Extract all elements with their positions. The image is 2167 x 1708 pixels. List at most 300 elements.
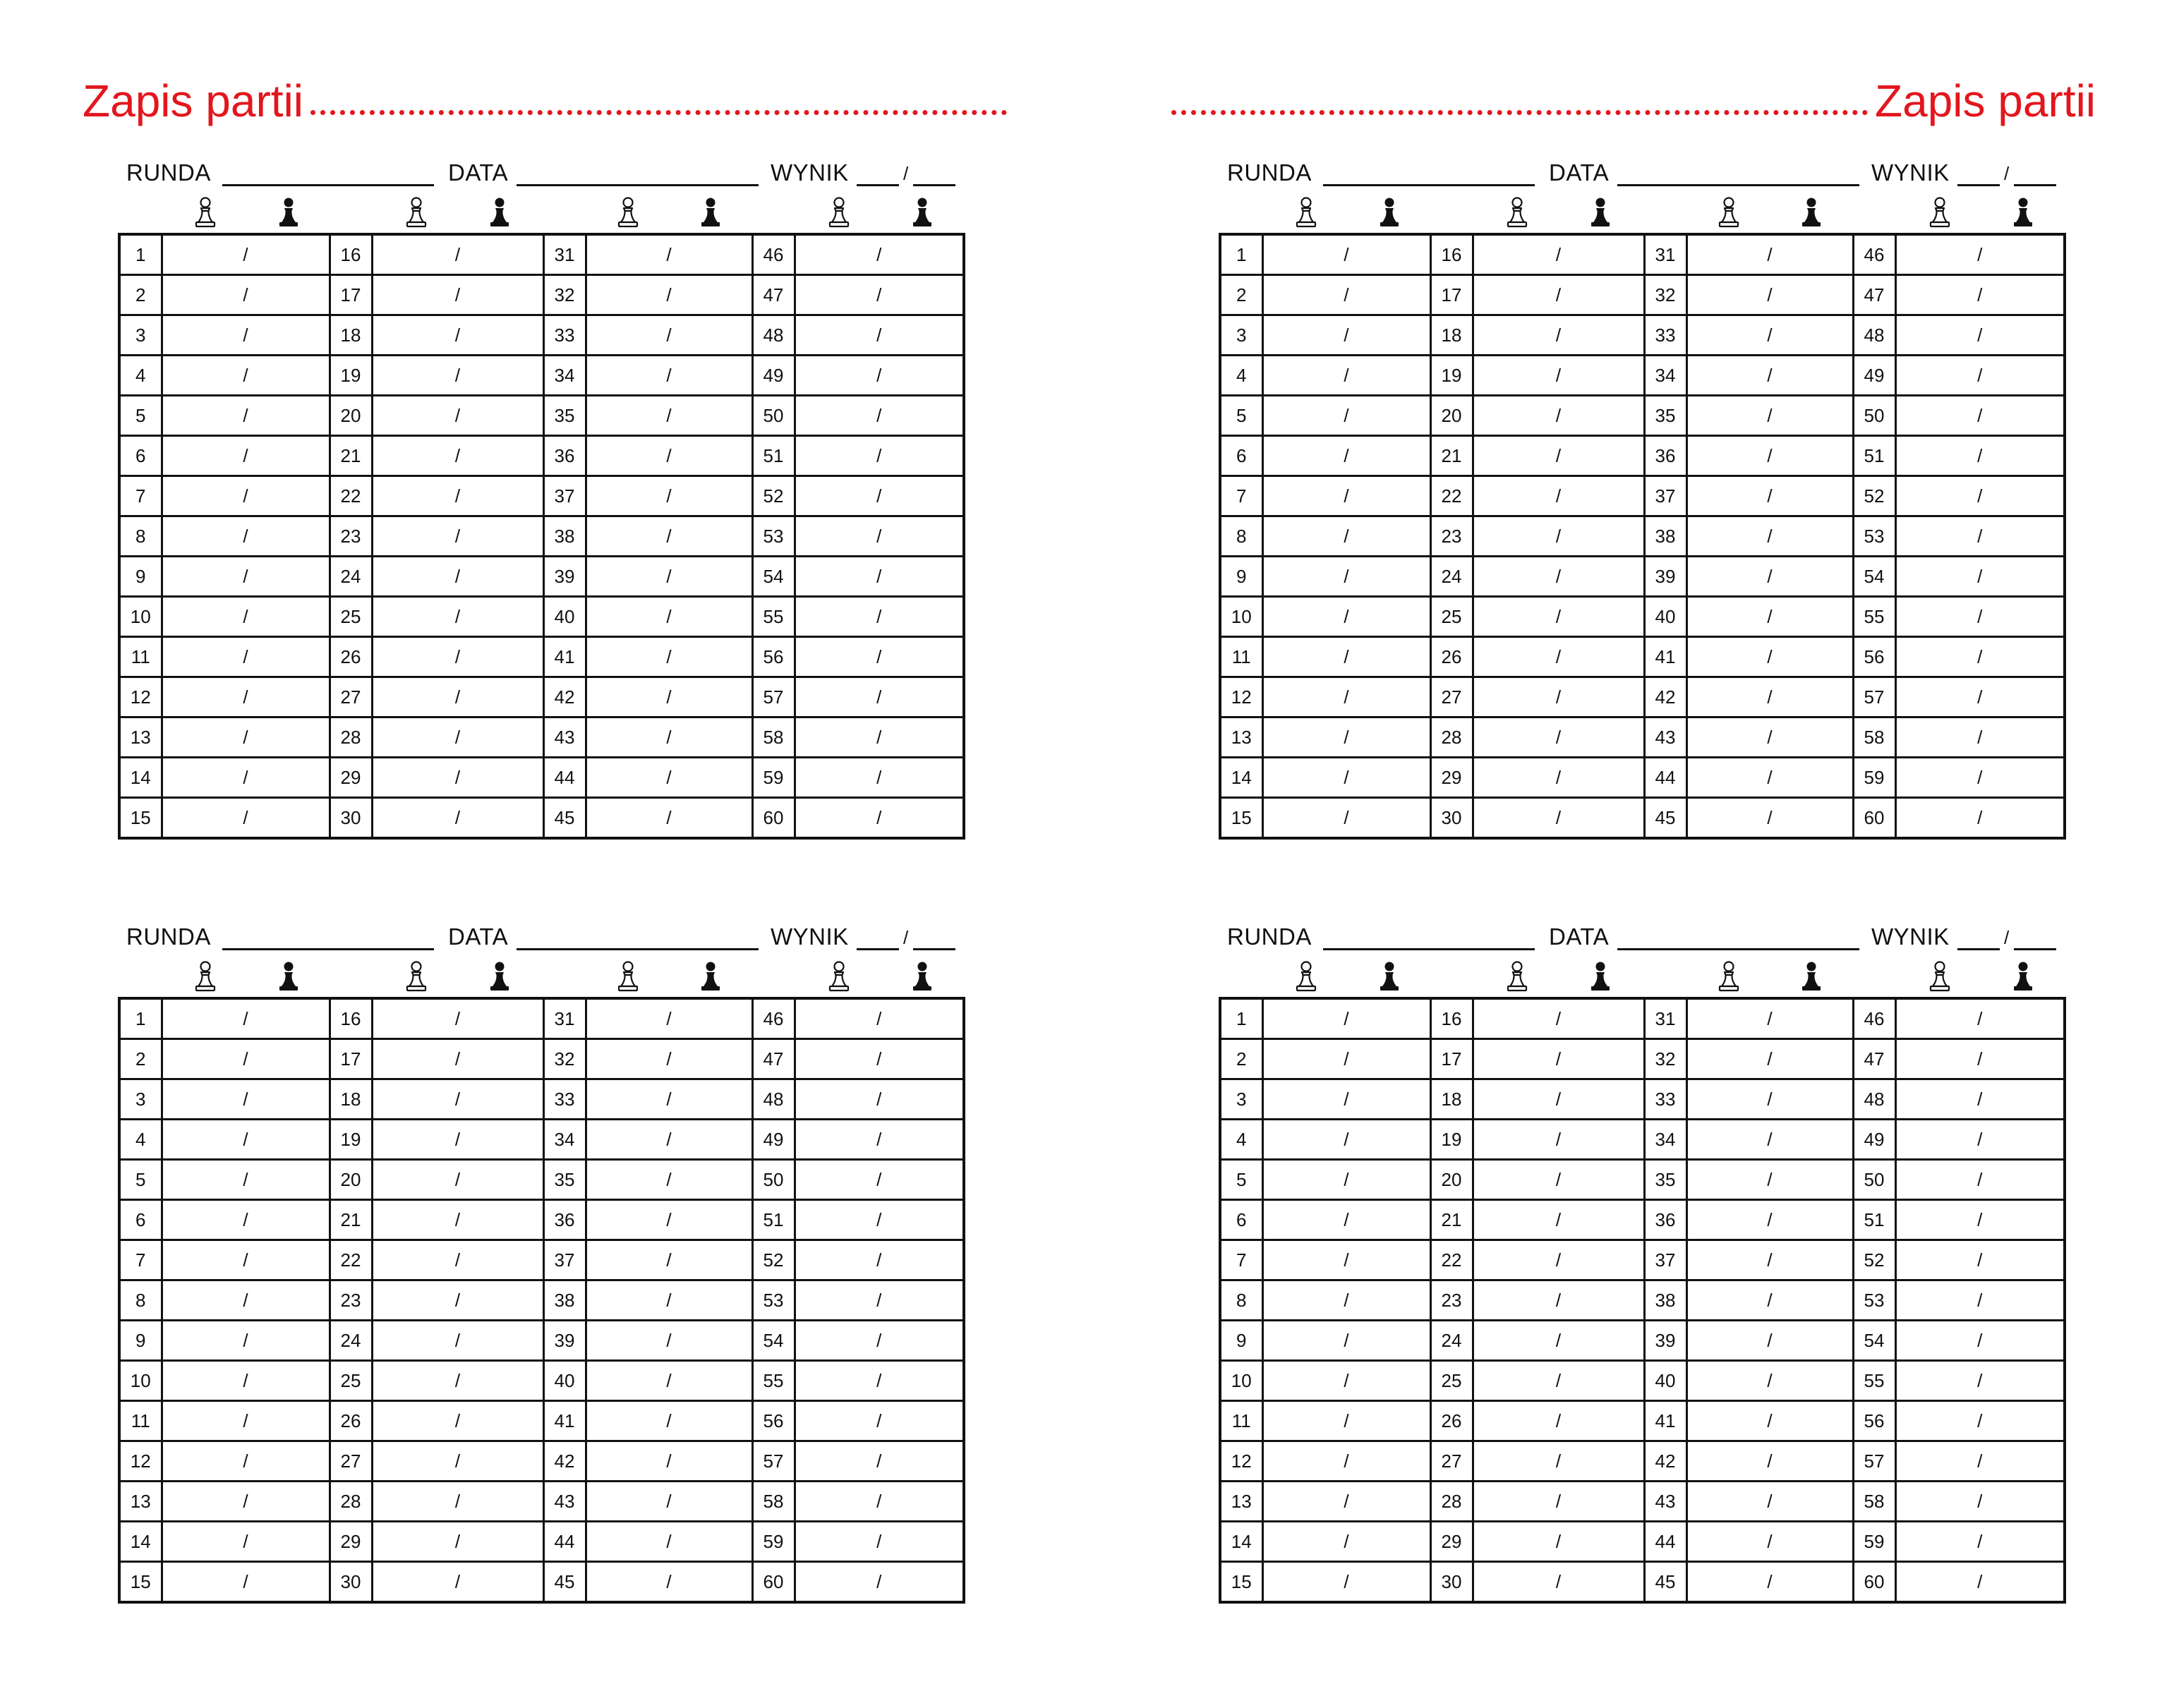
title-dotted-line [1171, 110, 1868, 115]
move-number: 40 [543, 597, 586, 637]
table-row [1220, 1522, 2065, 1562]
move-entry-cell[interactable]: / [372, 275, 543, 315]
move-entry-cell[interactable]: / [1686, 677, 1853, 717]
move-entry-cell[interactable]: / [1473, 516, 1644, 557]
result-black-field[interactable] [913, 184, 955, 186]
move-entry-cell[interactable]: / [372, 476, 543, 516]
move-entry-cell[interactable]: / [372, 677, 543, 717]
move-entry-cell[interactable]: / [1262, 1361, 1430, 1401]
move-number: 19 [1430, 1120, 1473, 1160]
move-entry-cell[interactable]: / [1895, 557, 2065, 597]
move-entry-cell[interactable]: / [1686, 998, 1853, 1039]
move-entry-cell[interactable]: / [1262, 1079, 1430, 1120]
move-entry-cell[interactable]: / [1686, 1441, 1853, 1482]
move-entry-cell[interactable]: / [372, 798, 543, 839]
move-entry-cell[interactable]: / [795, 677, 964, 717]
move-entry-cell[interactable]: / [586, 677, 752, 717]
move-entry-cell[interactable]: / [162, 1482, 330, 1522]
move-entry-cell[interactable]: / [1473, 1522, 1644, 1562]
move-entry-cell[interactable]: / [1262, 1039, 1430, 1079]
move-entry-cell[interactable]: / [586, 1482, 752, 1522]
move-entry-cell[interactable]: / [1895, 315, 2065, 356]
move-entry-cell[interactable]: / [586, 275, 752, 315]
move-entry-cell[interactable]: / [162, 1160, 330, 1200]
move-entry-cell[interactable]: / [1686, 637, 1853, 677]
move-entry-cell[interactable]: / [1473, 275, 1644, 315]
move-entry-cell[interactable]: / [372, 1120, 543, 1160]
move-entry-cell[interactable]: / [1262, 436, 1430, 476]
move-entry-cell[interactable]: / [1473, 758, 1644, 798]
move-entry-cell[interactable]: / [586, 1280, 752, 1321]
move-entry-cell[interactable]: / [1473, 998, 1644, 1039]
date-field[interactable] [517, 948, 759, 950]
move-entry-cell[interactable]: / [1686, 1482, 1853, 1522]
move-entry-cell[interactable]: / [1686, 1039, 1853, 1079]
move-entry-cell[interactable]: / [1473, 1160, 1644, 1200]
move-entry-cell[interactable]: / [1686, 396, 1853, 436]
move-entry-cell[interactable]: / [1473, 315, 1644, 356]
move-entry-cell[interactable]: / [795, 717, 964, 758]
move-entry-cell[interactable]: / [1473, 1280, 1644, 1321]
move-entry-cell[interactable]: / [795, 1321, 964, 1361]
move-entry-cell[interactable]: / [1895, 1401, 2065, 1441]
move-entry-cell[interactable]: / [1895, 234, 2065, 275]
move-entry-cell[interactable]: / [1473, 717, 1644, 758]
table-row [119, 1200, 964, 1240]
move-entry-cell[interactable]: / [795, 275, 964, 315]
move-entry-cell[interactable]: / [1473, 557, 1644, 597]
move-entry-cell[interactable]: / [1262, 798, 1430, 839]
move-entry-cell[interactable]: / [1473, 1240, 1644, 1280]
move-entry-cell[interactable]: / [586, 1522, 752, 1562]
move-entry-cell[interactable]: / [1895, 1120, 2065, 1160]
move-entry-cell[interactable]: / [795, 597, 964, 637]
move-entry-cell[interactable]: / [372, 1321, 543, 1361]
move-entry-cell[interactable]: / [586, 1321, 752, 1361]
move-entry-cell[interactable]: / [1262, 597, 1430, 637]
move-entry-cell[interactable]: / [1895, 1240, 2065, 1280]
move-entry-cell[interactable]: / [586, 1039, 752, 1079]
move-entry-cell[interactable]: / [1473, 637, 1644, 677]
move-entry-cell[interactable]: / [586, 1361, 752, 1401]
move-entry-cell[interactable]: / [1473, 396, 1644, 436]
move-entry-cell[interactable]: / [162, 315, 330, 356]
table-row [1220, 516, 2065, 557]
move-entry-cell[interactable]: / [162, 1039, 330, 1079]
move-entry-cell[interactable]: / [586, 234, 752, 275]
move-entry-cell[interactable]: / [1473, 1401, 1644, 1441]
move-entry-cell[interactable]: / [1473, 1361, 1644, 1401]
move-entry-cell[interactable]: / [1686, 1240, 1853, 1280]
move-entry-cell[interactable]: / [586, 1200, 752, 1240]
move-entry-cell[interactable]: / [1262, 717, 1430, 758]
move-entry-cell[interactable]: / [795, 557, 964, 597]
move-entry-cell[interactable]: / [1473, 597, 1644, 637]
move-entry-cell[interactable]: / [795, 637, 964, 677]
move-number: 6 [1220, 1200, 1262, 1240]
move-entry-cell[interactable]: / [586, 798, 752, 839]
move-number: 51 [752, 1200, 795, 1240]
move-number: 15 [119, 1562, 162, 1603]
move-entry-cell[interactable]: / [1686, 1200, 1853, 1240]
move-entry-cell[interactable]: / [162, 234, 330, 275]
move-entry-cell[interactable]: / [1262, 1200, 1430, 1240]
move-entry-cell[interactable]: / [372, 998, 543, 1039]
move-entry-cell[interactable]: / [1895, 1441, 2065, 1482]
result-black-field[interactable] [2014, 184, 2056, 186]
move-entry-cell[interactable]: / [1262, 1522, 1430, 1562]
move-entry-cell[interactable]: / [586, 998, 752, 1039]
date-field[interactable] [517, 184, 759, 186]
move-entry-cell[interactable]: / [1686, 315, 1853, 356]
move-entry-cell[interactable]: / [1686, 234, 1853, 275]
table-row [119, 717, 964, 758]
move-entry-cell[interactable]: / [372, 1441, 543, 1482]
move-entry-cell[interactable]: / [1686, 1562, 1853, 1603]
move-entry-cell[interactable]: / [1895, 1200, 2065, 1240]
move-entry-cell[interactable]: / [586, 717, 752, 758]
move-entry-cell[interactable]: / [162, 1562, 330, 1603]
move-entry-cell[interactable]: / [1262, 275, 1430, 315]
move-entry-cell[interactable]: / [162, 1522, 330, 1562]
move-entry-cell[interactable]: / [162, 1321, 330, 1361]
move-number: 50 [1853, 396, 1895, 436]
move-entry-cell[interactable]: / [1895, 798, 2065, 839]
move-entry-cell[interactable]: / [162, 1079, 330, 1120]
result-black-field[interactable] [913, 948, 955, 950]
move-entry-cell[interactable]: / [1686, 275, 1853, 315]
move-entry-cell[interactable]: / [1473, 1321, 1644, 1361]
move-entry-cell[interactable]: / [1895, 637, 2065, 677]
move-entry-cell[interactable]: / [162, 396, 330, 436]
move-entry-cell[interactable]: / [162, 1240, 330, 1280]
move-entry-cell[interactable]: / [1895, 717, 2065, 758]
move-entry-cell[interactable]: / [795, 998, 964, 1039]
move-entry-cell[interactable]: / [162, 1441, 330, 1482]
move-entry-cell[interactable]: / [1262, 1321, 1430, 1361]
move-entry-cell[interactable]: / [162, 516, 330, 557]
round-field[interactable] [222, 184, 434, 186]
move-entry-cell[interactable]: / [162, 677, 330, 717]
move-entry-cell[interactable]: / [1262, 234, 1430, 275]
result-white-field[interactable] [857, 948, 899, 950]
move-entry-cell[interactable]: / [1473, 798, 1644, 839]
move-number: 41 [543, 1401, 586, 1441]
move-number: 10 [1220, 1361, 1262, 1401]
move-entry-cell[interactable]: / [795, 1200, 964, 1240]
move-entry-cell[interactable]: / [795, 476, 964, 516]
move-entry-cell[interactable]: / [795, 798, 964, 839]
move-number: 54 [1853, 557, 1895, 597]
result-white-field[interactable] [1957, 948, 2000, 950]
move-entry-cell[interactable]: / [1262, 1160, 1430, 1200]
move-entry-cell[interactable]: / [1262, 677, 1430, 717]
move-entry-cell[interactable]: / [162, 476, 330, 516]
move-entry-cell[interactable]: / [372, 436, 543, 476]
move-entry-cell[interactable]: / [795, 1522, 964, 1562]
white-pawn-icon [1922, 195, 1957, 230]
result-white-field[interactable] [857, 184, 899, 186]
move-entry-cell[interactable]: / [795, 1401, 964, 1441]
move-entry-cell[interactable]: / [586, 637, 752, 677]
result-label: WYNIK [1871, 159, 1950, 186]
move-entry-cell[interactable]: / [1895, 1079, 2065, 1120]
move-entry-cell[interactable]: / [1686, 1280, 1853, 1321]
move-entry-cell[interactable]: / [1473, 1482, 1644, 1522]
move-entry-cell[interactable]: / [372, 758, 543, 798]
move-number: 21 [1430, 436, 1473, 476]
move-entry-cell[interactable]: / [1895, 1160, 2065, 1200]
move-entry-cell[interactable]: / [1262, 516, 1430, 557]
move-entry-cell[interactable]: / [372, 1280, 543, 1321]
move-entry-cell[interactable]: / [1686, 1522, 1853, 1562]
move-number: 47 [752, 275, 795, 315]
move-number: 55 [752, 1361, 795, 1401]
move-entry-cell[interactable]: / [1473, 356, 1644, 396]
move-entry-cell[interactable]: / [1895, 396, 2065, 436]
move-entry-cell[interactable]: / [795, 758, 964, 798]
move-entry-cell[interactable]: / [586, 1079, 752, 1120]
move-entry-cell[interactable]: / [372, 1200, 543, 1240]
game-sheet-top-left [118, 157, 962, 840]
move-entry-cell[interactable]: / [162, 1401, 330, 1441]
move-entry-cell[interactable]: / [372, 1160, 543, 1200]
round-label: RUNDA [126, 923, 211, 950]
white-pawn-icon [1711, 959, 1746, 994]
table-row [119, 597, 964, 637]
move-entry-cell[interactable]: / [1686, 476, 1853, 516]
move-entry-cell[interactable]: / [795, 1280, 964, 1321]
move-entry-cell[interactable]: / [162, 597, 330, 637]
move-entry-cell[interactable]: / [1686, 597, 1853, 637]
move-number: 11 [1220, 1401, 1262, 1441]
move-entry-cell[interactable]: / [372, 356, 543, 396]
move-number: 36 [543, 1200, 586, 1240]
move-entry-cell[interactable]: / [795, 1562, 964, 1603]
date-field[interactable] [1617, 184, 1859, 186]
move-entry-cell[interactable]: / [372, 1361, 543, 1401]
move-entry-cell[interactable]: / [1262, 356, 1430, 396]
move-entry-cell[interactable]: / [795, 1361, 964, 1401]
move-entry-cell[interactable]: / [162, 275, 330, 315]
move-entry-cell[interactable]: / [372, 717, 543, 758]
move-entry-cell[interactable]: / [372, 1482, 543, 1522]
move-number: 28 [330, 717, 372, 758]
move-entry-cell[interactable]: / [162, 1280, 330, 1321]
move-entry-cell[interactable]: / [586, 1240, 752, 1280]
move-entry-cell[interactable]: / [586, 597, 752, 637]
date-field[interactable] [1617, 948, 1859, 950]
move-entry-cell[interactable]: / [162, 1200, 330, 1240]
move-entry-cell[interactable]: / [1895, 758, 2065, 798]
move-entry-cell[interactable]: / [795, 436, 964, 476]
move-entry-cell[interactable]: / [162, 798, 330, 839]
move-entry-cell[interactable]: / [372, 637, 543, 677]
move-entry-cell[interactable]: / [1686, 557, 1853, 597]
move-entry-cell[interactable]: / [372, 1240, 543, 1280]
move-entry-cell[interactable]: / [1895, 597, 2065, 637]
move-entry-cell[interactable]: / [1895, 1482, 2065, 1522]
move-entry-cell[interactable]: / [1262, 396, 1430, 436]
move-entry-cell[interactable]: / [795, 1039, 964, 1079]
move-entry-cell[interactable]: / [586, 758, 752, 798]
move-entry-cell[interactable]: / [1473, 677, 1644, 717]
move-entry-cell[interactable]: / [795, 1441, 964, 1482]
move-entry-cell[interactable]: / [1262, 557, 1430, 597]
move-entry-cell[interactable]: / [372, 315, 543, 356]
move-entry-cell[interactable]: / [162, 557, 330, 597]
move-entry-cell[interactable]: / [1262, 1240, 1430, 1280]
move-entry-cell[interactable]: / [162, 637, 330, 677]
table-row [1220, 275, 2065, 315]
move-entry-cell[interactable]: / [1473, 234, 1644, 275]
move-entry-cell[interactable]: / [1686, 1321, 1853, 1361]
move-entry-cell[interactable]: / [1895, 356, 2065, 396]
move-number: 56 [752, 637, 795, 677]
move-number: 4 [119, 1120, 162, 1160]
move-entry-cell[interactable]: / [1895, 677, 2065, 717]
move-number: 57 [752, 1441, 795, 1482]
move-entry-cell[interactable]: / [795, 1120, 964, 1160]
move-entry-cell[interactable]: / [1473, 1079, 1644, 1120]
move-entry-cell[interactable]: / [372, 1039, 543, 1079]
move-entry-cell[interactable]: / [795, 1240, 964, 1280]
move-entry-cell[interactable]: / [1895, 998, 2065, 1039]
move-entry-cell[interactable]: / [586, 557, 752, 597]
table-row [1220, 1200, 2065, 1240]
move-entry-cell[interactable]: / [586, 315, 752, 356]
move-entry-cell[interactable]: / [1895, 1280, 2065, 1321]
move-entry-cell[interactable]: / [1686, 798, 1853, 839]
move-entry-cell[interactable]: / [372, 1401, 543, 1441]
move-entry-cell[interactable]: / [1473, 1039, 1644, 1079]
move-entry-cell[interactable]: / [586, 1160, 752, 1200]
move-entry-cell[interactable]: / [586, 476, 752, 516]
move-entry-cell[interactable]: / [795, 356, 964, 396]
move-entry-cell[interactable]: / [372, 1079, 543, 1120]
move-number: 4 [1220, 1120, 1262, 1160]
move-entry-cell[interactable]: / [586, 1401, 752, 1441]
move-entry-cell[interactable]: / [162, 998, 330, 1039]
move-entry-cell[interactable]: / [586, 356, 752, 396]
move-entry-cell[interactable]: / [1473, 1441, 1644, 1482]
move-entry-cell[interactable]: / [162, 1120, 330, 1160]
result-white-field[interactable] [1957, 184, 2000, 186]
result-label: WYNIK [1871, 923, 1950, 950]
move-entry-cell[interactable]: / [1473, 436, 1644, 476]
move-entry-cell[interactable]: / [1895, 1522, 2065, 1562]
move-entry-cell[interactable]: / [372, 597, 543, 637]
move-entry-cell[interactable]: / [162, 356, 330, 396]
move-entry-cell[interactable]: / [1262, 1482, 1430, 1522]
move-entry-cell[interactable]: / [1686, 436, 1853, 476]
game-sheet-bottom-right [1219, 921, 2063, 1604]
move-entry-cell[interactable]: / [1686, 758, 1853, 798]
move-entry-cell[interactable]: / [1473, 476, 1644, 516]
move-entry-cell[interactable]: / [1262, 758, 1430, 798]
move-entry-cell[interactable]: / [586, 1562, 752, 1603]
move-entry-cell[interactable]: / [372, 396, 543, 436]
date-label: DATA [1549, 159, 1610, 186]
move-entry-cell[interactable]: / [1895, 1361, 2065, 1401]
move-entry-cell[interactable]: / [795, 1079, 964, 1120]
move-entry-cell[interactable]: / [795, 396, 964, 436]
move-entry-cell[interactable]: / [1895, 1321, 2065, 1361]
move-entry-cell[interactable]: / [795, 315, 964, 356]
move-entry-cell[interactable]: / [1262, 1562, 1430, 1603]
move-entry-cell[interactable]: / [1686, 1160, 1853, 1200]
move-number: 54 [1853, 1321, 1895, 1361]
move-entry-cell[interactable]: / [162, 758, 330, 798]
black-pawn-icon [1372, 195, 1407, 230]
move-number: 58 [752, 717, 795, 758]
move-entry-cell[interactable]: / [1473, 1562, 1644, 1603]
move-entry-cell[interactable]: / [1895, 275, 2065, 315]
move-entry-cell[interactable]: / [1262, 1120, 1430, 1160]
move-entry-cell[interactable]: / [1473, 1120, 1644, 1160]
move-entry-cell[interactable]: / [1262, 1441, 1430, 1482]
round-field[interactable] [222, 948, 434, 950]
move-entry-cell[interactable]: / [372, 234, 543, 275]
move-entry-cell[interactable]: / [372, 557, 543, 597]
move-entry-cell[interactable]: / [1895, 516, 2065, 557]
move-entry-cell[interactable]: / [1895, 476, 2065, 516]
move-entry-cell[interactable]: / [162, 717, 330, 758]
move-entry-cell[interactable]: / [1262, 637, 1430, 677]
result-black-field[interactable] [2014, 948, 2056, 950]
move-entry-cell[interactable]: / [1473, 1200, 1644, 1240]
move-entry-cell[interactable]: / [1686, 1079, 1853, 1120]
move-entry-cell[interactable]: / [586, 1441, 752, 1482]
round-field[interactable] [1323, 948, 1535, 950]
move-entry-cell[interactable]: / [372, 516, 543, 557]
move-entry-cell[interactable]: / [795, 1160, 964, 1200]
move-number: 22 [1430, 1240, 1473, 1280]
move-number: 24 [1430, 1321, 1473, 1361]
date-label: DATA [1549, 923, 1610, 950]
move-entry-cell[interactable]: / [1686, 1401, 1853, 1441]
move-entry-cell[interactable]: / [1686, 717, 1853, 758]
move-entry-cell[interactable]: / [795, 516, 964, 557]
black-pawn-icon [482, 959, 517, 994]
move-entry-cell[interactable]: / [1895, 436, 2065, 476]
move-entry-cell[interactable]: / [586, 1120, 752, 1160]
move-entry-cell[interactable]: / [162, 1361, 330, 1401]
move-entry-cell[interactable]: / [372, 1522, 543, 1562]
move-entry-cell[interactable]: / [795, 1482, 964, 1522]
round-field[interactable] [1323, 184, 1535, 186]
move-entry-cell[interactable]: / [1262, 1401, 1430, 1441]
move-entry-cell[interactable]: / [795, 234, 964, 275]
move-entry-cell[interactable]: / [1686, 516, 1853, 557]
move-entry-cell[interactable]: / [1895, 1039, 2065, 1079]
move-entry-cell[interactable]: / [1686, 1361, 1853, 1401]
move-number: 21 [1430, 1200, 1473, 1240]
move-entry-cell[interactable]: / [586, 396, 752, 436]
move-entry-cell[interactable]: / [1262, 315, 1430, 356]
move-entry-cell[interactable]: / [1262, 476, 1430, 516]
move-entry-cell[interactable]: / [372, 1562, 543, 1603]
move-number: 12 [119, 677, 162, 717]
move-entry-cell[interactable]: / [1262, 1280, 1430, 1321]
move-entry-cell[interactable]: / [162, 436, 330, 476]
move-entry-cell[interactable]: / [1686, 1120, 1853, 1160]
move-entry-cell[interactable]: / [1686, 356, 1853, 396]
move-entry-cell[interactable]: / [1262, 998, 1430, 1039]
move-entry-cell[interactable]: / [586, 516, 752, 557]
move-entry-cell[interactable]: / [1895, 1562, 2065, 1603]
move-entry-cell[interactable]: / [586, 436, 752, 476]
